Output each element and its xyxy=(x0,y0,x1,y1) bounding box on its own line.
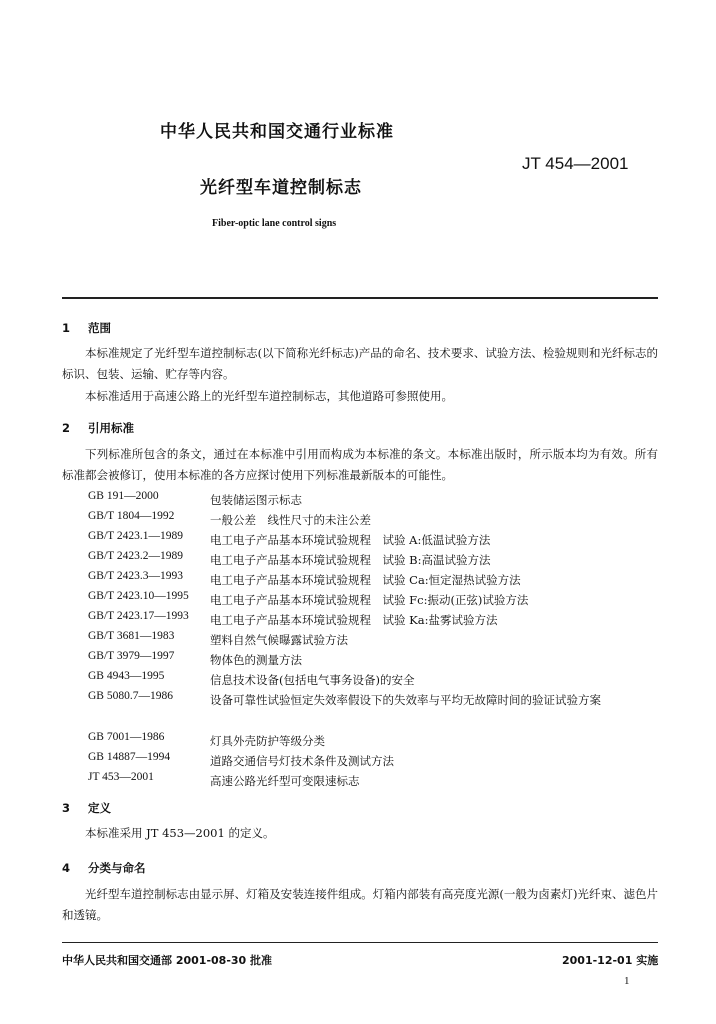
reference-code: GB 4943—1995 xyxy=(88,670,165,682)
reference-code: GB/T 2423.1—1989 xyxy=(88,530,183,542)
section-number: 4 xyxy=(62,861,71,875)
reference-title: 灯具外壳防护等级分类 xyxy=(210,734,325,748)
reference-title: 包装储运图示标志 xyxy=(210,493,302,507)
section-title: 定义 xyxy=(88,801,111,815)
industry-standard-heading: 中华人民共和国交通行业标准 xyxy=(160,122,394,142)
section-title: 分类与命名 xyxy=(88,861,146,875)
reference-title: 电工电子产品基本环境试验规程 试验 Ca:恒定湿热试验方法 xyxy=(210,573,521,587)
reference-item xyxy=(88,550,658,570)
reference-code: GB/T 2423.3—1993 xyxy=(88,570,183,582)
standard-number: JT 454—2001 xyxy=(522,154,629,173)
section-1-paragraph-2: 本标准适用于高速公路上的光纤型车道控制标志，其他道路可参照使用。 xyxy=(85,389,453,403)
reference-title: 电工电子产品基本环境试验规程 试验 Ka:盐雾试验方法 xyxy=(210,613,498,627)
reference-code: GB/T 2423.17—1993 xyxy=(88,610,189,622)
reference-title: 一般公差 线性尺寸的未注公差 xyxy=(210,513,371,527)
reference-item xyxy=(88,610,658,630)
reference-title: 道路交通信号灯技术条件及测试方法 xyxy=(210,754,394,768)
document-title-english: Fiber-optic lane control signs xyxy=(212,218,337,229)
reference-item xyxy=(88,570,658,590)
section-2-heading xyxy=(62,420,134,436)
implementation-date: 2001-12-01 实施 xyxy=(562,954,659,967)
reference-code: GB 5080.7—1986 xyxy=(88,690,173,702)
reference-title: 塑料自然气候曝露试验方法 xyxy=(210,633,348,647)
section-3-paragraph-1: 本标准采用 JT 453—2001 的定义。 xyxy=(85,826,275,840)
section-4-paragraph-1: 光纤型车道控制标志由显示屏、灯箱及安装连接件组成。灯箱内部装有高亮度光源(一般为卤素灯)光纤束、滤色片和透镜。 xyxy=(62,887,658,922)
reference-item xyxy=(88,490,658,510)
document-title: 光纤型车道控制标志 xyxy=(200,178,362,198)
reference-item xyxy=(88,751,658,771)
issuer-approval: 中华人民共和国交通部 2001-08-30 批准 xyxy=(62,954,273,967)
page-number: 1 xyxy=(624,975,630,987)
section-title: 范围 xyxy=(88,321,111,335)
reference-code: GB/T 3681—1983 xyxy=(88,630,175,642)
reference-code: GB 7001—1986 xyxy=(88,731,165,743)
reference-title: 物体色的测量方法 xyxy=(210,653,302,667)
reference-title: 电工电子产品基本环境试验规程 试验 B:高温试验方法 xyxy=(210,553,491,567)
reference-item xyxy=(88,771,658,791)
reference-code: JT 453—2001 xyxy=(88,771,154,783)
reference-item xyxy=(88,650,658,670)
reference-item xyxy=(88,731,658,751)
reference-title: 设备可靠性试验恒定失效率假设下的失效率与平均无故障时间的验证试验方案 xyxy=(210,693,601,707)
section-4-heading xyxy=(62,860,146,876)
reference-code: GB/T 2423.2—1989 xyxy=(88,550,183,562)
reference-item xyxy=(88,670,658,690)
reference-item xyxy=(88,630,658,650)
section-3-heading xyxy=(62,800,111,816)
reference-item xyxy=(88,590,658,610)
footer-divider xyxy=(62,942,658,943)
reference-code: GB 191—2000 xyxy=(88,490,159,502)
reference-code: GB/T 1804—1992 xyxy=(88,510,175,522)
section-1-heading xyxy=(62,320,111,336)
section-2-paragraph-1: 下列标准所包含的条文，通过在本标准中引用而构成为本标准的条文。本标准出版时，所示版本均为有效。所有标准都会被修订，使用本标准的各方应探讨使用下列标准最新版本的可能性。 xyxy=(62,447,658,482)
section-title: 引用标准 xyxy=(88,421,134,435)
reference-title: 高速公路光纤型可变限速标志 xyxy=(210,774,360,788)
reference-code: GB/T 2423.10—1995 xyxy=(88,590,189,602)
section-1-paragraph-1: 本标准规定了光纤型车道控制标志(以下简称光纤标志)产品的命名、技术要求、试验方法、检验规则和光纤标志的标识、包装、运输、贮存等内容。 xyxy=(62,346,658,381)
reference-title: 电工电子产品基本环境试验规程 试验 A:低温试验方法 xyxy=(210,533,491,547)
section-number: 2 xyxy=(62,421,71,435)
section-number: 3 xyxy=(62,801,71,815)
reference-item xyxy=(88,530,658,550)
reference-item xyxy=(88,690,658,731)
reference-item xyxy=(88,510,658,530)
header-divider xyxy=(62,297,658,299)
reference-title: 信息技术设备(包括电气事务设备)的安全 xyxy=(210,673,415,687)
reference-list xyxy=(88,490,658,791)
reference-code: GB/T 3979—1997 xyxy=(88,650,175,662)
section-number: 1 xyxy=(62,321,71,335)
reference-title: 电工电子产品基本环境试验规程 试验 Fc:振动(正弦)试验方法 xyxy=(210,593,529,607)
reference-code: GB 14887—1994 xyxy=(88,751,171,763)
